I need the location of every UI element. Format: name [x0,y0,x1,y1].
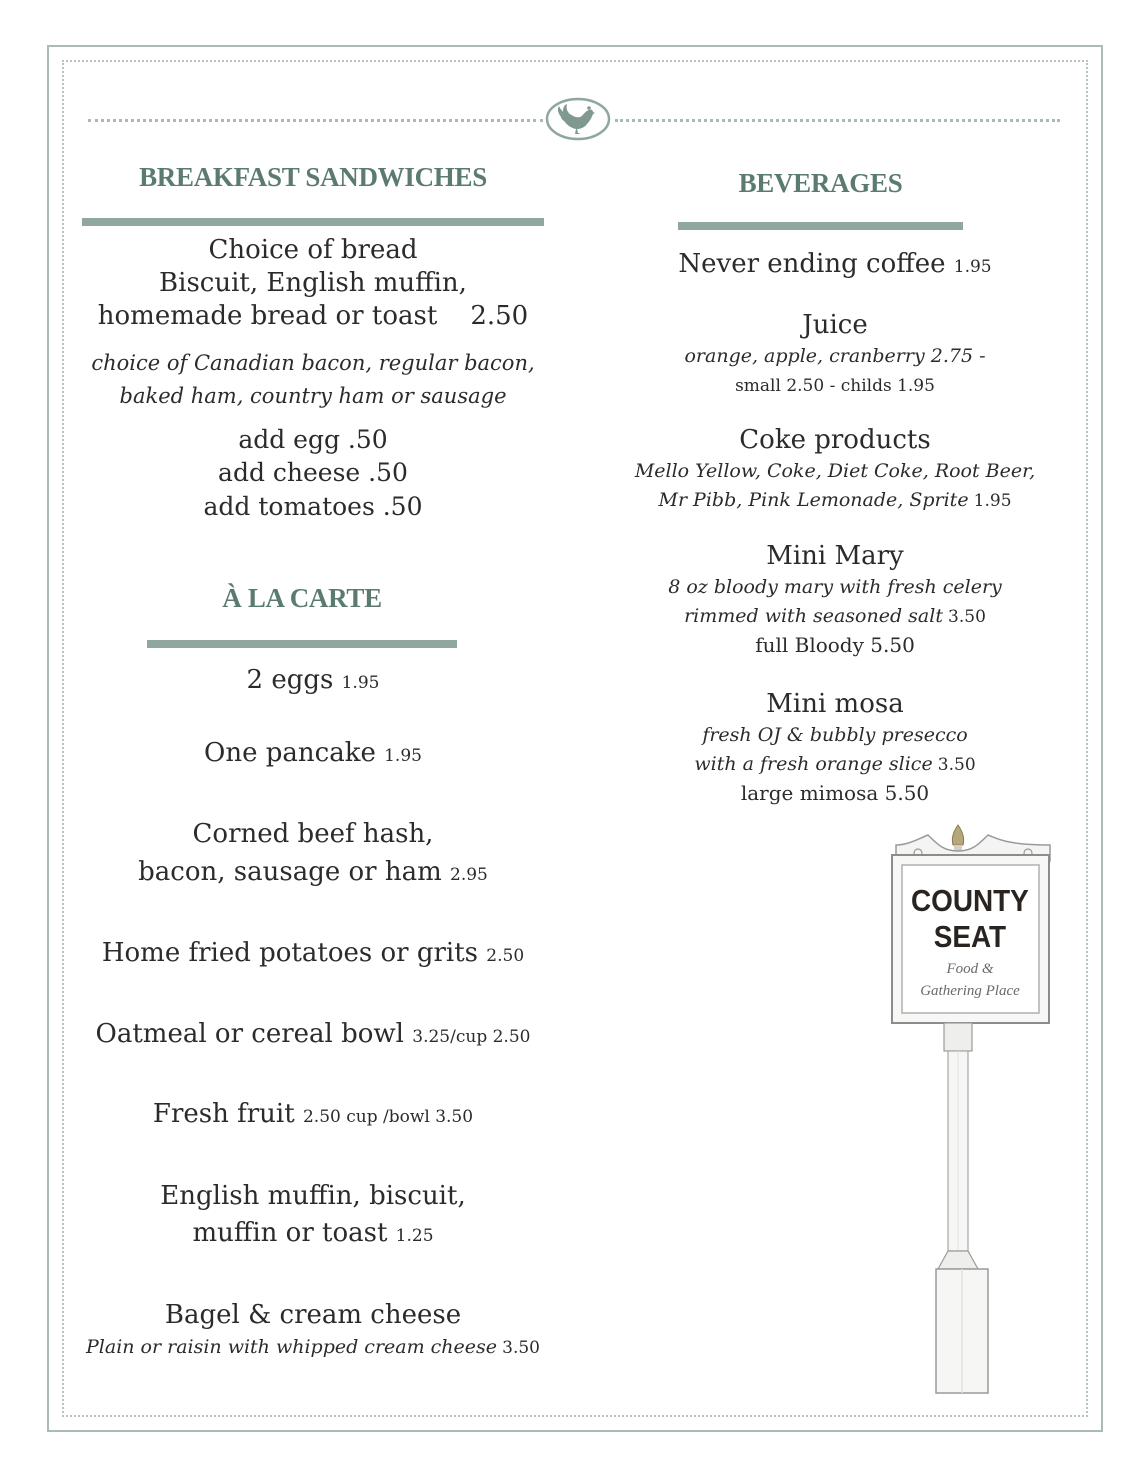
menu-item-muffin-line-2 [82,1217,544,1253]
menu-item-corned-beef-line-1: Corned beef hash, [192,819,434,849]
county-seat-sign [888,815,1058,1397]
item-desc: Plain or raisin with whipped cream cheese [86,1336,498,1358]
section-bar [678,222,963,230]
item-name: Oatmeal or cereal bowl [95,1019,404,1049]
beverage-mini-mosa-line-3: large mimosa 5.50 [740,781,930,805]
bread-line-3-text: homemade bread or toast [97,301,438,331]
item-price: 2.50 [486,946,525,966]
item-price: 1.25 [395,1226,434,1246]
item-name: muffin or toast [192,1218,388,1248]
beverage-mini-mary-line-1: 8 oz bloody mary with fresh celery [668,576,1002,598]
breakfast-sandwiches-heading: BREAKFAST SANDWICHES [139,162,487,192]
item-desc: Mr Pibb, Pink Lemonade, Sprite [658,489,969,511]
bread-line-2: Biscuit, English muffin, [159,268,467,298]
bread-line-3 [82,300,544,333]
item-price: 2.95 [450,865,488,885]
item-name: Fresh fruit [152,1099,295,1129]
beverage-mini-mosa-line-2 [620,750,1050,780]
beverage-coffee [620,248,1050,284]
item-desc: with a fresh orange slice [694,753,933,775]
item-name: 2 eggs [246,665,334,695]
item-price: 2.50 cup /bowl 3.50 [302,1107,474,1127]
rooster-icon [545,97,611,141]
section-bar [147,640,457,648]
sign-text-seat: SEAT [933,919,1007,955]
beverage-juice-line-2: small 2.50 - childs 1.95 [735,376,935,396]
sign-text-gathering: Gathering Place [920,983,1020,999]
beverage-mini-mary-name: Mini Mary [766,541,904,571]
item-price: 1.95 [341,673,380,693]
menu-item-oatmeal [82,1018,544,1054]
item-desc: rimmed with seasoned salt [684,605,943,627]
sign-text-food: Food & [946,961,994,977]
beverage-mini-mary-line-3: full Bloody 5.50 [755,633,915,657]
beverage-juice-name: Juice [802,310,868,340]
beverages-heading: BEVERAGES [738,168,903,198]
menu-item-pancake [82,737,544,773]
top-dotted-rule-left [88,119,543,122]
beverage-mini-mary-line-2 [620,602,1050,632]
a-la-carte-heading: À LA CARTE [222,583,382,613]
beverage-coke-line-2 [620,486,1050,516]
menu-item-eggs [82,664,544,700]
beverage-coke-line-1: Mello Yellow, Coke, Diet Coke, Root Beer, [634,460,1036,482]
item-price: 1.95 [384,746,422,766]
menu-item-corned-beef-line-2 [82,856,544,892]
item-price: 3.50 [948,607,986,627]
item-price: 1.95 [953,257,992,277]
menu-item-bagel: Bagel & cream cheese [164,1300,462,1330]
item-name: One pancake [204,738,376,768]
item-price: 3.50 [937,755,976,775]
sign-text-county: COUNTY [911,883,1029,919]
menu-item-potatoes [82,937,544,973]
bread-line-1: Choice of bread [208,235,418,265]
item-price: 3.50 [502,1338,540,1358]
item-name: Home fried potatoes or grits [101,938,479,968]
beverage-coke-name: Coke products [739,425,931,455]
menu-item-fruit [82,1098,544,1134]
item-name: bacon, sausage or ham [138,857,442,887]
item-price: 3.25/cup 2.50 [412,1027,531,1047]
beverage-mini-mosa-line-1: fresh OJ & bubbly presecco [702,724,968,746]
meat-line-1: choice of Canadian bacon, regular bacon, [91,351,535,375]
addon-tomatoes: add tomatoes .50 [203,492,423,521]
addon-egg: add egg .50 [238,425,388,454]
beverage-mini-mosa-name: Mini mosa [766,689,904,719]
meat-line-2: baked ham, country ham or sausage [119,384,507,408]
menu-item-muffin-line-1: English muffin, biscuit, [160,1181,466,1211]
menu-item-bagel-desc [82,1333,544,1363]
addon-cheese: add cheese .50 [218,458,408,487]
top-dotted-rule-right [615,119,1060,122]
section-bar [82,218,544,226]
bread-price: 2.50 [470,301,529,331]
beverage-juice-line-1: orange, apple, cranberry 2.75 - [684,345,986,367]
item-price: 1.95 [973,491,1012,511]
item-name: Never ending coffee [678,249,946,279]
